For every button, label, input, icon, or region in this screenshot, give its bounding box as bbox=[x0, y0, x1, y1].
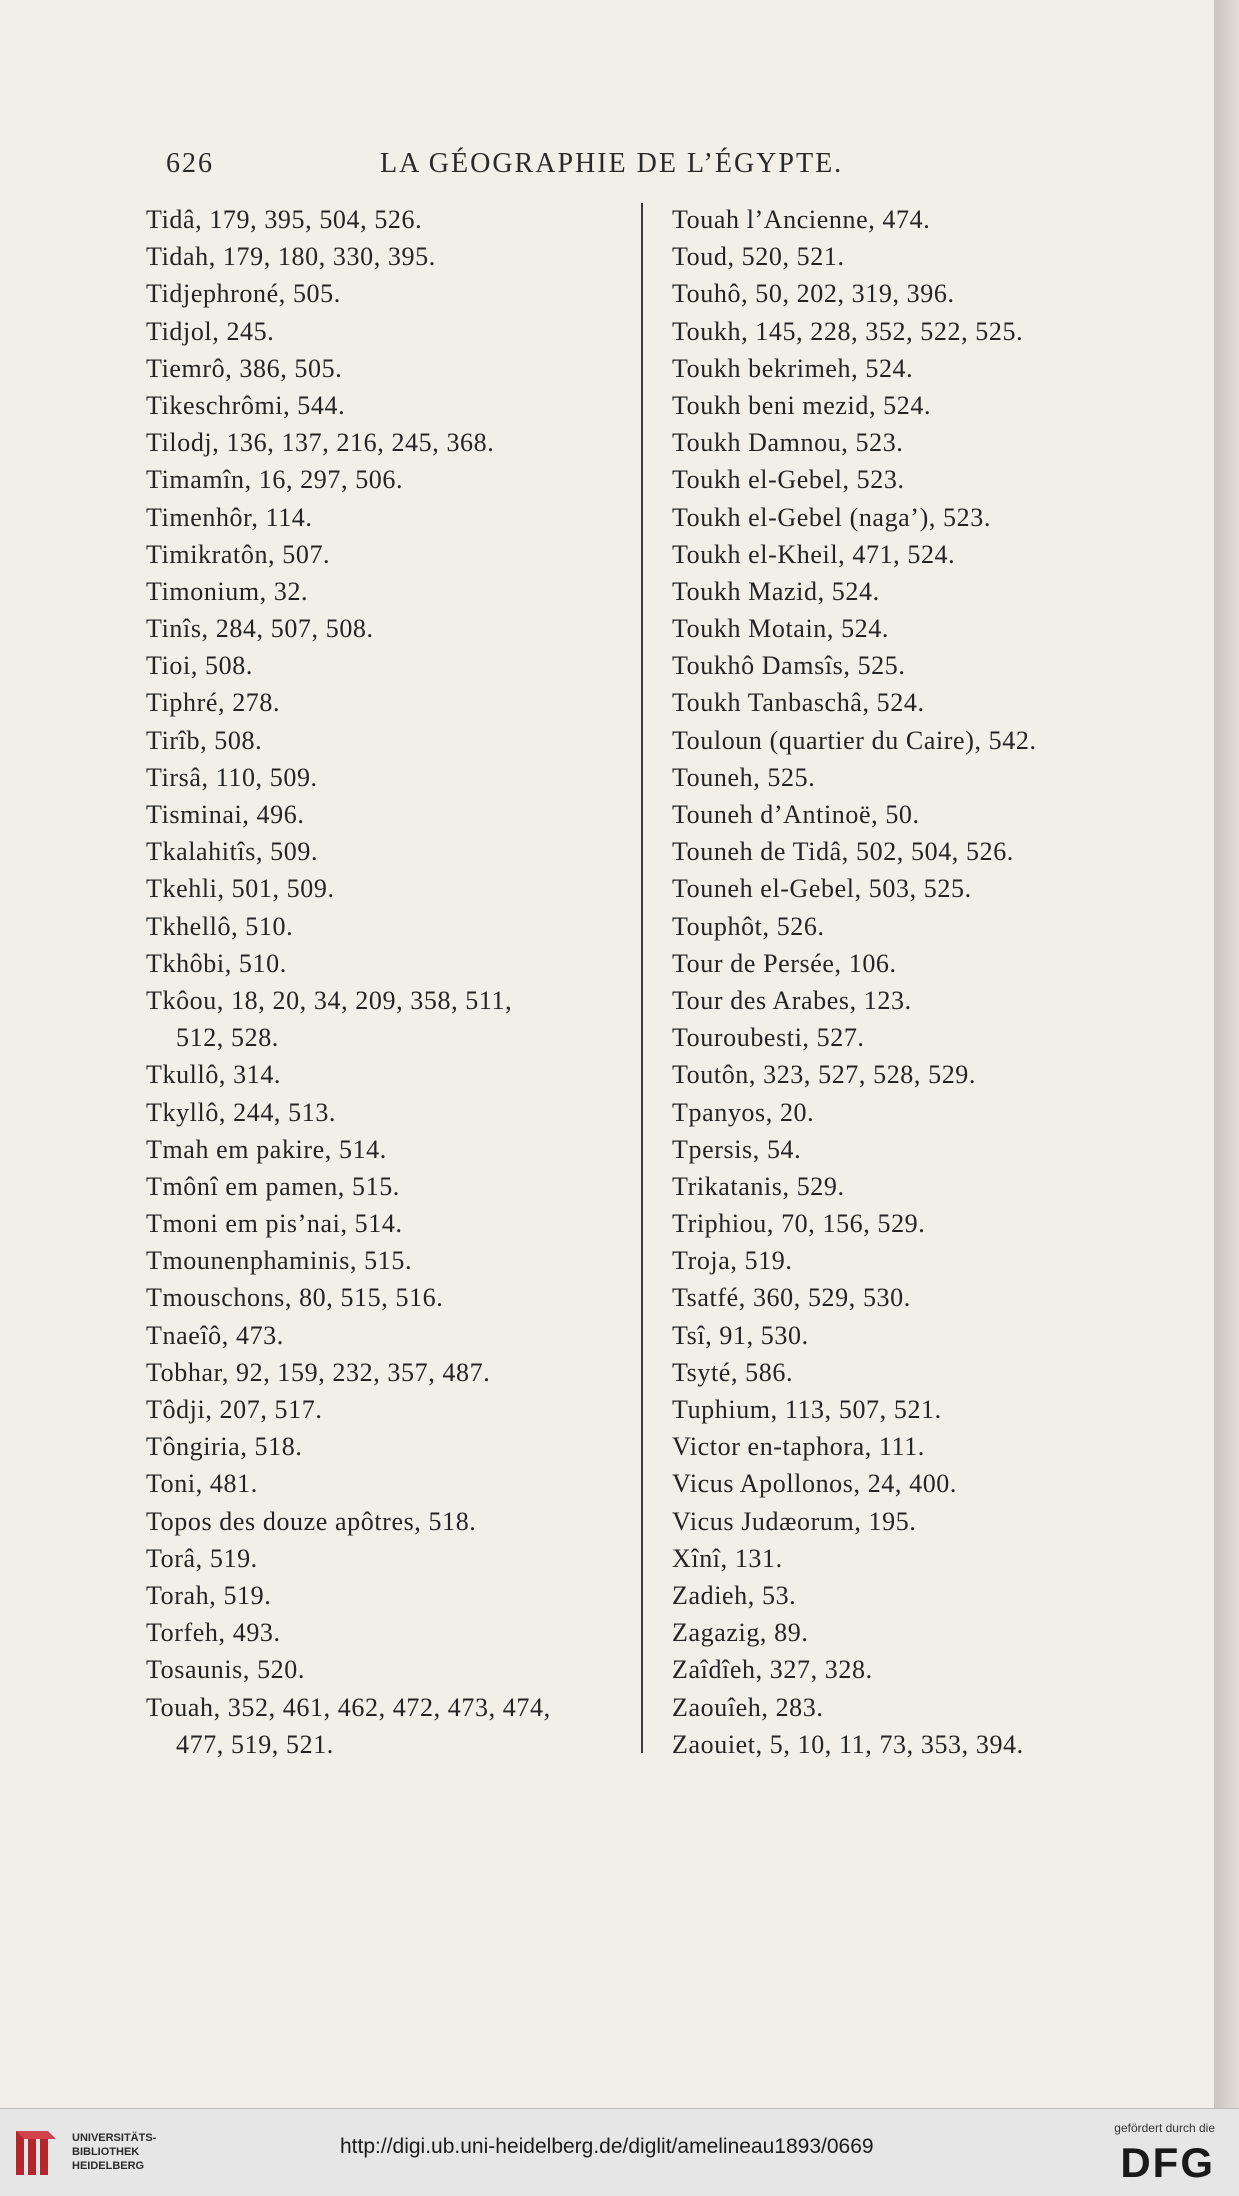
left-column-entry: Tobhar, 92, 159, 232, 357, 487. bbox=[146, 1357, 491, 1387]
right-column-entry: Toutôn, 323, 527, 528, 529. bbox=[672, 1060, 976, 1090]
left-column-entry: Touah, 352, 461, 462, 472, 473, 474, bbox=[146, 1692, 551, 1722]
left-column-entry: Tkhôbi, 510. bbox=[146, 948, 287, 978]
right-column-entry: Xînî, 131. bbox=[672, 1543, 783, 1573]
right-column-entry: Trikatanis, 529. bbox=[672, 1171, 845, 1201]
left-column-entry: Tisminai, 496. bbox=[146, 800, 305, 829]
right-column-entry: Tsî, 91, 530. bbox=[672, 1320, 809, 1350]
left-column-entry: Tinîs, 284, 507, 508. bbox=[146, 614, 374, 644]
right-column-entry: Toukh el-Gebel, 523. bbox=[672, 465, 905, 495]
left-column-entry: Tiemrô, 386, 505. bbox=[146, 353, 343, 383]
left-column-entry: Tilodj, 136, 137, 216, 245, 368. bbox=[146, 428, 495, 458]
left-column-entry: Tirsâ, 110, 509. bbox=[146, 762, 318, 792]
right-column-entry: Tpersis, 54. bbox=[672, 1134, 802, 1164]
left-column-entry: Tmônî em pamen, 515. bbox=[146, 1171, 400, 1201]
right-column-entry: Vicus Apollonos, 24, 400. bbox=[672, 1469, 958, 1499]
left-column-entry: Timikratôn, 507. bbox=[146, 539, 331, 569]
right-column-entry: Tour de Persée, 106. bbox=[672, 948, 897, 978]
right-column-entry: Touneh, 525. bbox=[672, 762, 816, 792]
left-column-entry: Toni, 481. bbox=[146, 1469, 258, 1499]
right-column-entry: Touhô, 50, 202, 319, 396. bbox=[672, 279, 955, 309]
left-column-entry: Tmoni em pis’nai, 514. bbox=[146, 1209, 403, 1239]
left-column-entry: Tioi, 508. bbox=[146, 651, 253, 681]
left-column-entry: Timenhôr, 114. bbox=[146, 502, 313, 532]
right-column-entry: Touneh el-Gebel, 503, 525. bbox=[672, 874, 972, 904]
right-column-entry: Tsyté, 586. bbox=[672, 1357, 794, 1387]
university-name: UNIVERSITÄTS- BIBLIOTHEK HEIDELBERG bbox=[72, 2132, 157, 2172]
left-column-entry: Tkôou, 18, 20, 34, 209, 358, 511, bbox=[146, 985, 513, 1015]
index-column-right bbox=[672, 201, 1152, 1763]
left-column-entry: Timamîn, 16, 297, 506. bbox=[146, 465, 404, 495]
page-edge-shadow bbox=[1214, 0, 1239, 2108]
right-column-entry: Touroubesti, 527. bbox=[672, 1023, 865, 1053]
left-column-entry: 512, 528. bbox=[176, 1023, 279, 1053]
right-column-entry: Touneh d’Antinoë, 50. bbox=[672, 800, 920, 829]
right-column-entry: Toukh, 145, 228, 352, 522, 525. bbox=[672, 316, 1024, 346]
right-column-entry: Touneh de Tidâ, 502, 504, 526. bbox=[672, 837, 1014, 867]
column-divider bbox=[641, 203, 643, 1753]
left-column-entry: Tiphré, 278. bbox=[146, 688, 281, 718]
funding-note: gefördert durch die bbox=[1114, 2121, 1215, 2135]
left-column-entry: Tidah, 179, 180, 330, 395. bbox=[146, 242, 436, 272]
right-column-entry: Toukh Tanbaschâ, 524. bbox=[672, 688, 925, 718]
left-column-entry: Torfeh, 493. bbox=[146, 1618, 281, 1648]
right-column-entry: Toukh Damnou, 523. bbox=[672, 428, 904, 458]
viewer-footer bbox=[0, 2108, 1239, 2196]
left-column-entry: Tkullô, 314. bbox=[146, 1060, 282, 1090]
left-column-entry: 477, 519, 521. bbox=[176, 1729, 334, 1759]
permalink-url[interactable]: http://digi.ub.uni-heidelberg.de/diglit/amelineau1893/0669 bbox=[340, 2135, 874, 2158]
right-column-entry: Tuphium, 113, 507, 521. bbox=[672, 1395, 942, 1424]
left-column-entry: Tirîb, 508. bbox=[146, 725, 263, 755]
index-column-left bbox=[146, 201, 626, 1763]
left-column-entry: Timonium, 32. bbox=[146, 576, 309, 606]
left-column-entry: Tôdji, 207, 517. bbox=[146, 1395, 323, 1424]
right-column-entry: Vicus Judæorum, 195. bbox=[672, 1506, 917, 1536]
right-column-entry: Toukh el-Kheil, 471, 524. bbox=[672, 539, 956, 569]
right-column-entry: Troja, 519. bbox=[672, 1246, 793, 1276]
left-column-entry: Tkyllô, 244, 513. bbox=[146, 1097, 337, 1127]
left-column-entry: Tidjol, 245. bbox=[146, 316, 275, 346]
left-column-entry: Tnaeîô, 473. bbox=[146, 1320, 284, 1350]
page-number: 626 bbox=[166, 148, 214, 179]
right-column-entry: Touphôt, 526. bbox=[672, 911, 825, 941]
right-column-entry: Touah l’Ancienne, 474. bbox=[672, 205, 931, 234]
left-column-entry: Tmah em pakire, 514. bbox=[146, 1134, 387, 1164]
left-column-entry: Tidjephroné, 505. bbox=[146, 279, 341, 309]
left-column-entry: Tosaunis, 520. bbox=[146, 1655, 305, 1685]
page-title: LA GÉOGRAPHIE DE L’ÉGYPTE. bbox=[380, 148, 844, 179]
right-column-entry: Toukhô Damsîs, 525. bbox=[672, 651, 906, 681]
right-column-entry: Zagazig, 89. bbox=[672, 1618, 809, 1648]
right-column-entry: Triphiou, 70, 156, 529. bbox=[672, 1209, 926, 1239]
left-column-entry: Tkehli, 501, 509. bbox=[146, 874, 335, 904]
right-column-entry: Toukh el-Gebel (naga’), 523. bbox=[672, 502, 991, 532]
left-column-entry: Torah, 519. bbox=[146, 1580, 272, 1610]
left-column-entry: Topos des douze apôtres, 518. bbox=[146, 1506, 477, 1536]
left-column-entry: Tmouschons, 80, 515, 516. bbox=[146, 1283, 444, 1313]
right-column-entry: Toukh bekrimeh, 524. bbox=[672, 353, 914, 383]
left-column-entry: Tikeschrômi, 544. bbox=[146, 390, 346, 420]
right-column-entry: Zadieh, 53. bbox=[672, 1580, 797, 1610]
left-column-entry: Tôngiria, 518. bbox=[146, 1432, 303, 1462]
right-column-entry: Zaouiet, 5, 10, 11, 73, 353, 394. bbox=[672, 1729, 1024, 1759]
left-column-entry: Torâ, 519. bbox=[146, 1543, 258, 1573]
right-column-entry: Tour des Arabes, 123. bbox=[672, 985, 912, 1015]
dfg-logo[interactable]: DFG bbox=[1120, 2139, 1215, 2186]
right-column-entry: Toukh beni mezid, 524. bbox=[672, 390, 932, 420]
right-column-entry: Zaouîeh, 283. bbox=[672, 1692, 824, 1722]
university-logo-icon[interactable] bbox=[12, 2125, 64, 2186]
right-column-entry: Touloun (quartier du Caire), 542. bbox=[672, 725, 1037, 755]
left-column-entry: Tmounenphaminis, 515. bbox=[146, 1246, 413, 1276]
left-column-entry: Tkalahitîs, 509. bbox=[146, 837, 319, 867]
right-column-entry: Tpanyos, 20. bbox=[672, 1097, 815, 1127]
right-column-entry: Toud, 520, 521. bbox=[672, 242, 845, 272]
left-column-entry: Tkhellô, 510. bbox=[146, 911, 294, 941]
right-column-entry: Victor en-taphora, 111. bbox=[672, 1432, 925, 1462]
right-column-entry: Toukh Motain, 524. bbox=[672, 614, 889, 644]
right-column-entry: Tsatfé, 360, 529, 530. bbox=[672, 1283, 911, 1313]
right-column-entry: Toukh Mazid, 524. bbox=[672, 576, 880, 606]
left-column-entry: Tidâ, 179, 395, 504, 526. bbox=[146, 205, 423, 234]
right-column-entry: Zaîdîeh, 327, 328. bbox=[672, 1655, 873, 1685]
